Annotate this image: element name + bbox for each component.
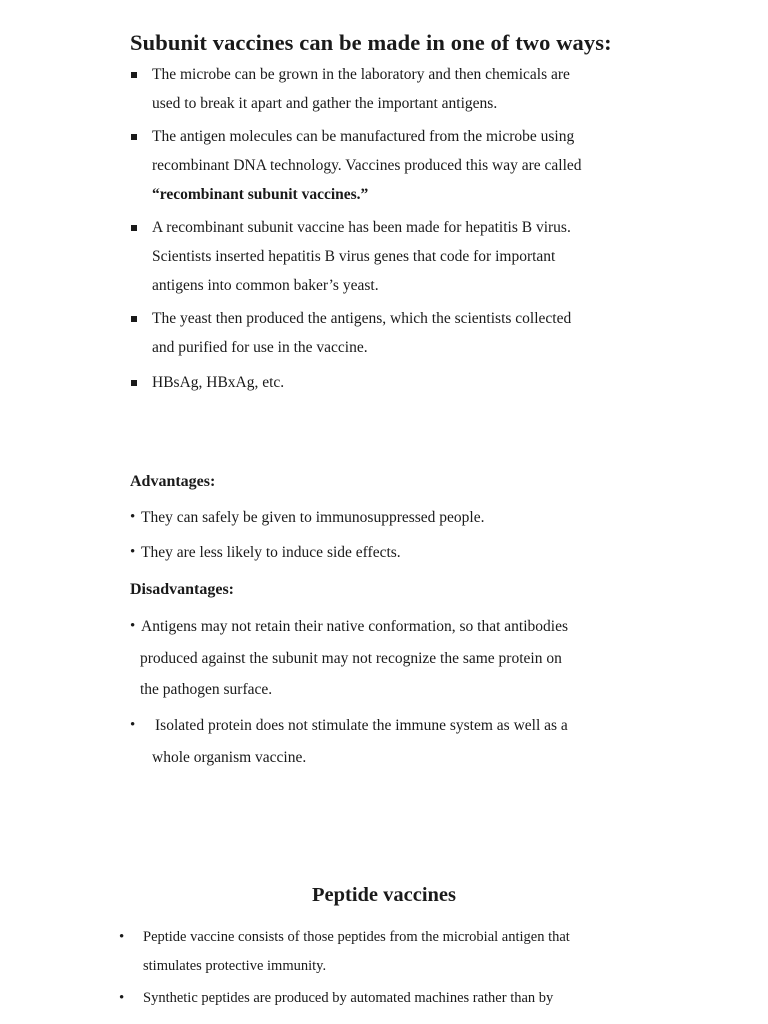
subunit-bullet-3-line-1: A recombinant subunit vaccine has been made for hepatitis B virus.	[152, 219, 571, 236]
disadvantage-item-2-line-2: whole organism vaccine.	[152, 749, 307, 766]
peptide-heading: Peptide vaccines	[311, 884, 457, 906]
peptide-item-2-line-1: Synthetic peptides are produced by automated machines rather than by	[143, 990, 554, 1006]
bullet-square	[131, 380, 137, 386]
bullet-dot: •	[130, 544, 136, 560]
disadvantage-item-2-line-1: Isolated protein does not stimulate the immune system as well as a	[155, 717, 568, 734]
peptide-item-1-line-2: stimulates protective immunity.	[143, 958, 327, 974]
advantages-heading: Advantages:	[130, 473, 216, 490]
bullet-square	[131, 316, 137, 322]
subunit-bullet-1-line-1: The microbe can be grown in the laboratory and then chemicals are	[152, 66, 570, 83]
bullet-dot: •	[130, 717, 136, 733]
bullet-dot: •	[130, 509, 136, 525]
disadvantage-item-1-line-2: produced against the subunit may not recognize the same protein on	[140, 650, 562, 667]
bullet-dot: •	[130, 618, 136, 634]
disadvantages-heading: Disadvantages:	[130, 581, 235, 598]
subunit-bullet-1-line-2: used to break it apart and gather the important antigens.	[152, 95, 498, 112]
subunit-bullet-5-line-1: HBsAg, HBxAg, etc.	[152, 374, 285, 391]
disadvantage-item-1-line-3: the pathogen surface.	[140, 681, 273, 698]
subunit-bullet-2-line-2: recombinant DNA technology. Vaccines produced this way are called	[152, 157, 582, 174]
advantage-item-2: They are less likely to induce side effects.	[141, 544, 401, 561]
subunit-bullet-4-line-2: and purified for use in the vaccine.	[152, 339, 368, 356]
subunit-bullet-4-line-1: The yeast then produced the antigens, which the scientists collected	[152, 310, 572, 327]
peptide-item-1-line-1: Peptide vaccine consists of those peptides from the microbial antigen that	[143, 929, 570, 945]
bullet-square	[131, 134, 137, 140]
subunit-bullet-2-line-3: “recombinant subunit vaccines.”	[152, 186, 369, 203]
subunit-bullet-3-line-2: Scientists inserted hepatitis B virus genes that code for important	[152, 248, 556, 265]
bullet-square	[131, 225, 137, 231]
subunit-bullet-3-line-3: antigens into common baker’s yeast.	[152, 277, 379, 294]
bullet-dot: •	[119, 929, 125, 945]
disadvantage-item-1-line-1: Antigens may not retain their native conformation, so that antibodies	[141, 618, 569, 635]
bullet-dot: •	[119, 990, 125, 1006]
advantage-item-1: They can safely be given to immunosuppressed people.	[141, 509, 485, 526]
bullet-square	[131, 72, 137, 78]
page-title: Subunit vaccines can be made in one of two ways:	[130, 30, 612, 55]
subunit-bullet-2-line-1: The antigen molecules can be manufactured from the microbe using	[152, 128, 575, 145]
